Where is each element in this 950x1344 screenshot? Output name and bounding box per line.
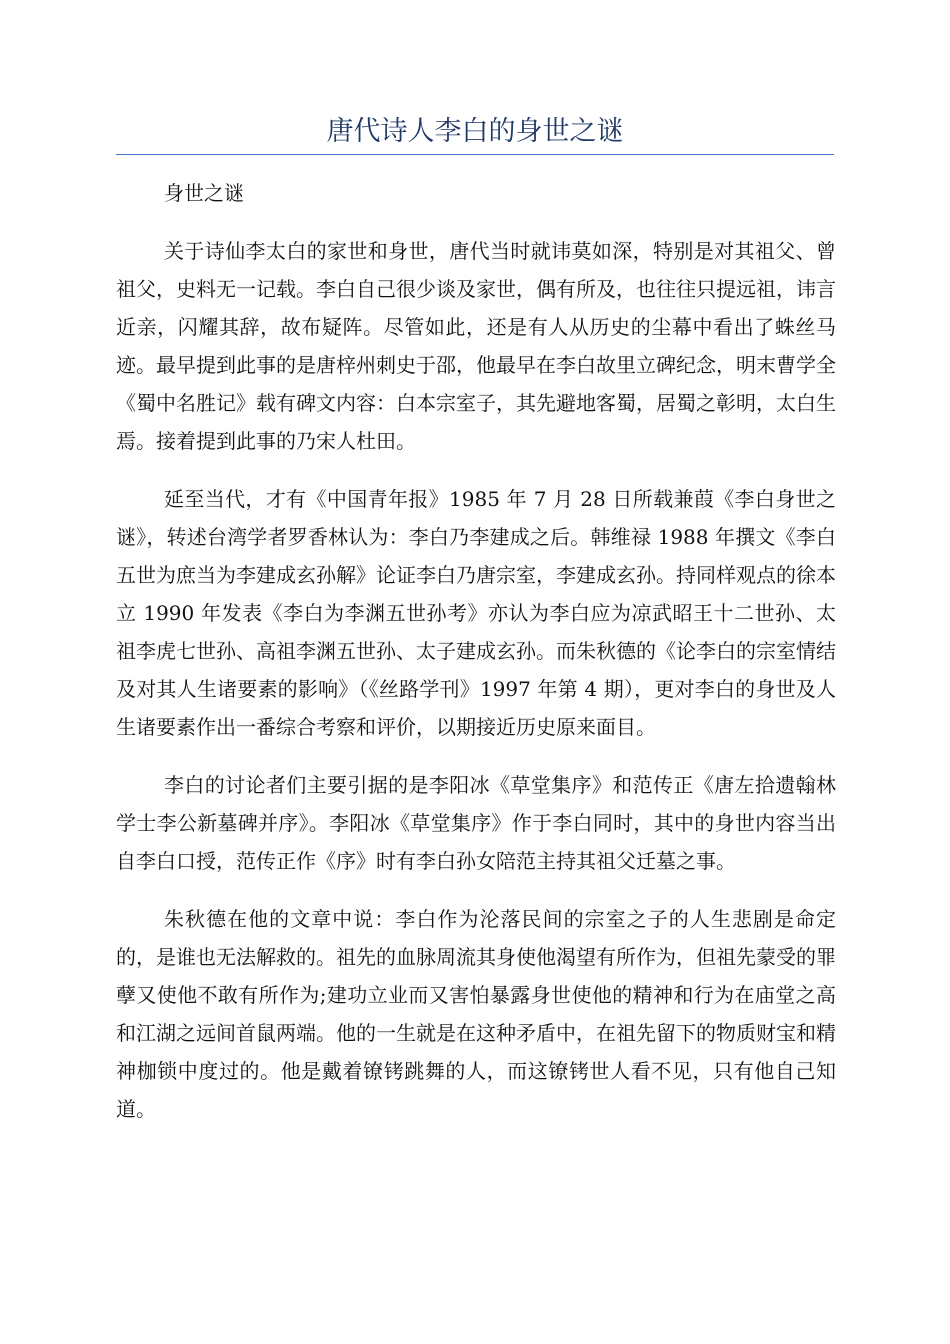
paragraph: 朱秋德在他的文章中说：李白作为沦落民间的宗室之子的人生悲剧是命定的，是谁也无法解救的。祖先的血脉周流其身使他渴望有所作为，但祖先蒙受的罪孽又使他不敢有所作为;建功立业而又害怕暴露身世使他的精神和行为在庙堂之高和江湖之远间首鼠两端。他的一生就是在这种矛盾中，在祖先留下的物质财宝和精神枷锁中度过的。他是戴着镣铐跳舞的人，而这镣铐世人看不见，只有他自己知道。	[116, 907, 836, 1121]
document-body	[116, 174, 836, 1148]
paragraph: 关于诗仙李太白的家世和身世，唐代当时就讳莫如深，特别是对其祖父、曾祖父，史料无一记载。李白自己很少谈及家世，偶有所及，也往往只提远祖，讳言近亲，闪耀其辞，故布疑阵。尽管如此，还是有人从历史的尘幕中看出了蛛丝马迹。最早提到此事的是唐梓州刺史于邵，他最早在李白故里立碑纪念，明末曹学全《蜀中名胜记》载有碑文内容：白本宗室子，其先避地客蜀，居蜀之彰明，太白生焉。接着提到此事的乃宋人杜田。	[116, 239, 836, 453]
title-underline	[116, 154, 834, 155]
paragraph: 李白的讨论者们主要引据的是李阳冰《草堂集序》和范传正《唐左拾遗翰林学士李公新墓碑并序》。李阳冰《草堂集序》作于李白同时，其中的身世内容当出自李白口授，范传正作《序》时有李白孙女陪范主持其祖父迁墓之事。	[116, 773, 836, 873]
paragraph: 延至当代，才有《中国青年报》1985 年 7 月 28 日所载兼葭《李白身世之谜》，转述台湾学者罗香林认为：李白乃李建成之后。韩维禄 1988 年撰文《李白五世为庶当为李建成玄孙解》论证李白乃唐宗室，李建成玄孙。持同样观点的徐本立 1990 年发表《李白为李渊五世孙考》亦认为李白应为凉武昭王十二世孙、太祖李虎七世孙、高祖李渊五世孙、太子建成玄孙。而朱秋德的《论李白的宗室情结及对其人生诸要素的影响》（《丝路学刊》1997 年第 4 期），更对李白的身世及人生诸要素作出一番综合考察和评价，以期接近历史原来面目。	[116, 487, 836, 739]
section-heading: 身世之谜	[164, 181, 244, 205]
document-title: 唐代诗人李白的身世之谜	[326, 116, 624, 147]
